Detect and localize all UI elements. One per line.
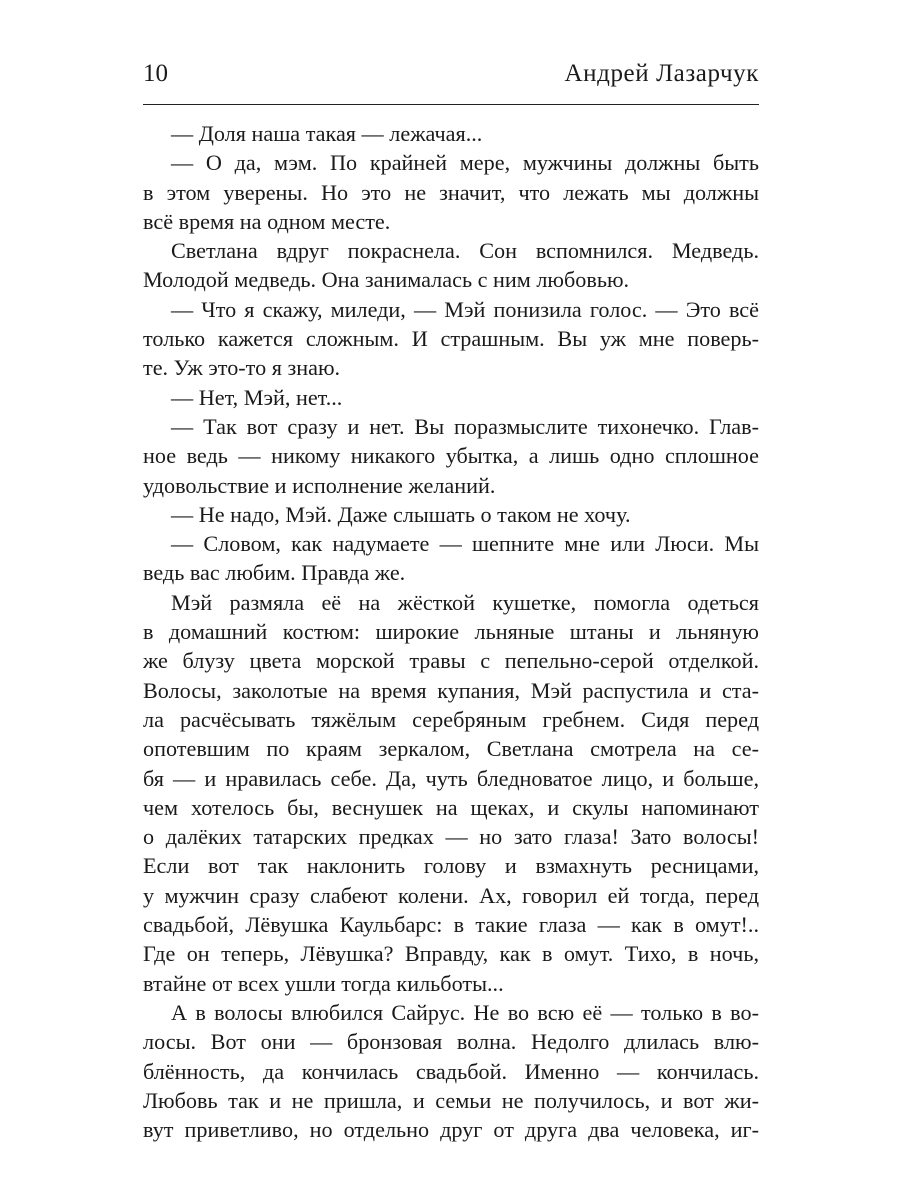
text-line: втайне от всех ушли тогда кильботы...: [143, 970, 504, 996]
text-line: А в волосы влюбился Сайрус. Не во всю её — только в во-: [171, 999, 759, 1025]
text-line: ла расчёсывать тяжёлым серебряным гребнем. Сидя перед: [143, 706, 759, 732]
text-line: блённость, да кончилась свадьбой. Именно — кончилась.: [143, 1058, 759, 1084]
text-line: всё время на одном месте.: [143, 208, 391, 234]
book-page: [143, 60, 759, 1144]
text-line: ведь вас любим. Правда же.: [143, 560, 406, 586]
text-line: вут приветливо, но отдельно друг от друга два человека, иг-: [143, 1117, 759, 1143]
text-line: — Не надо, Мэй. Даже слышать о таком не хочу.: [171, 501, 631, 527]
text-line: опотевшим по краям зеркалом, Светлана смотрела на се-: [143, 736, 759, 762]
page-number: 10: [143, 60, 168, 87]
text-line: ное ведь — никому никакого убытка, а лишь одно сплошное: [143, 443, 759, 469]
text-line: Молодой медведь. Она занималась с ним любовью.: [143, 267, 630, 293]
text-line: — Так вот сразу и нет. Вы поразмыслите тихонечко. Глав-: [171, 413, 759, 439]
text-line: — Нет, Мэй, нет...: [171, 384, 343, 410]
text-line: Мэй размяла её на жёсткой кушетке, помогла одеться: [171, 589, 759, 615]
text-line: Светлана вдруг покраснела. Сон вспомнился. Медведь.: [171, 238, 759, 264]
text-line: в этом уверены. Но это не значит, что лежать мы должны: [143, 179, 759, 205]
text-line: удовольствие и исполнение желаний.: [143, 472, 496, 498]
text-line: же блузу цвета морской травы с пепельно-серой отделкой.: [143, 648, 759, 674]
text-line: Любовь так и не пришла, и семьи не получилось, и вот жи-: [143, 1087, 759, 1113]
text-line: — Что я скажу, миледи, — Мэй понизила голос. — Это всё: [171, 296, 759, 322]
body-text: [143, 119, 759, 1144]
text-line: в домашний костюм: широкие льняные штаны и льняную: [143, 619, 759, 645]
text-line: о далёких татарских предках — но зато глаза! Зато волосы!: [143, 824, 759, 850]
text-line: чем хотелось бы, веснушек на щеках, и скулы напоминают: [143, 794, 759, 820]
text-line: лосы. Вот они — бронзовая волна. Недолго длилась влю-: [143, 1029, 759, 1055]
text-line: у мужчин сразу слабеют колени. Ах, говорил ей тогда, перед: [143, 882, 759, 908]
text-line: свадьбой, Лёвушка Каульбарс: в такие глаза — как в омут!..: [143, 912, 759, 938]
running-header: [143, 60, 759, 105]
text-line: бя — и нравилась себе. Да, чуть бледноватое лицо, и больше,: [143, 765, 759, 791]
text-line: — Доля наша такая — лежачая...: [171, 121, 483, 146]
text-line: Если вот так наклонить голову и взмахнуть ресницами,: [143, 853, 759, 879]
text-line: только кажется сложным. И страшным. Вы уж мне поверь-: [143, 326, 759, 352]
text-line: те. Уж это-то я знаю.: [143, 355, 341, 381]
text-line: Где он теперь, Лёвушка? Вправду, как в омут. Тихо, в ночь,: [143, 941, 759, 967]
text-line: Волосы, заколотые на время купания, Мэй распустила и ста-: [143, 677, 759, 703]
text-line: — О да, мэм. По крайней мере, мужчины должны быть: [171, 150, 759, 176]
author-name: Андрей Лазарчук: [564, 60, 759, 87]
text-line: — Словом, как надумаете — шепните мне или Люси. Мы: [171, 531, 759, 557]
